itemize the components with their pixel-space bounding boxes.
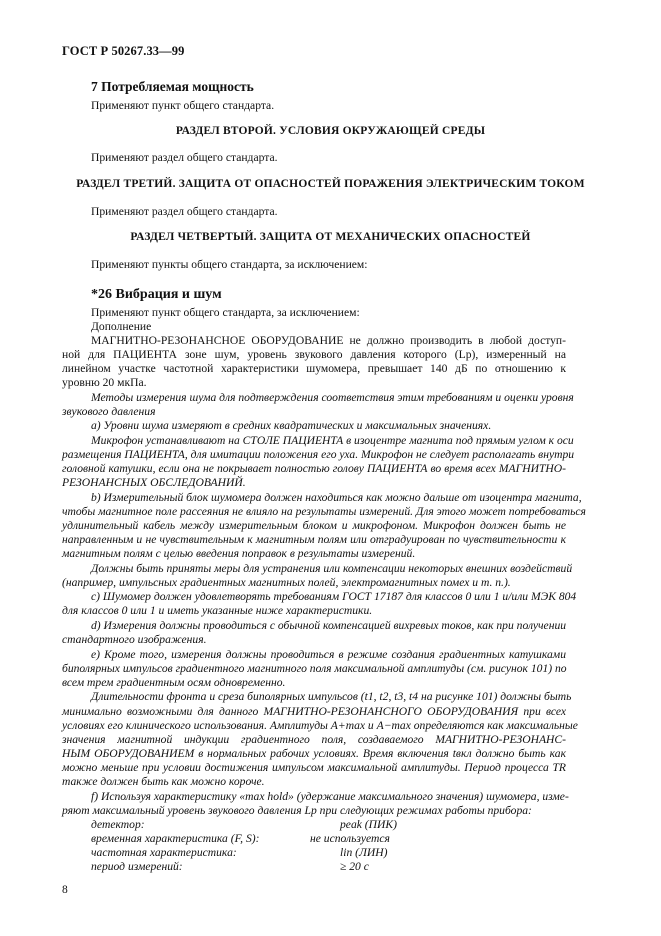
body-line: линейном участке частотной характеристики шумомера, превышает 140 дБ по отношению к xyxy=(62,362,566,375)
italic-line: (например, импульсных градиентных магнитных полей, электромагнитных помех и т. п.). xyxy=(62,576,511,589)
italic-line: значения магнитной индукции градиентного поля, создаваемого МАГНИТНО-РЕЗОНАНС- xyxy=(62,733,566,746)
italic-line: можно меньше при условии достижения импульсом максимальной амплитуды. Период процесса TR xyxy=(62,761,566,774)
italic-line: Должны быть приняты меры для устранения или компенсации некоторых внешних воздействий xyxy=(91,562,573,575)
body-line: Дополнение xyxy=(91,320,152,333)
body-line: уровню 20 мкПа. xyxy=(62,376,147,389)
italic-line: чтобы магнитное поле рассеяния не влияло на результаты измерений. Для этого может потребоваться xyxy=(62,505,586,518)
italic-line: размещения ПАЦИЕНТА, для имитации положения его уха. Микрофон не следует располагать внутри xyxy=(62,448,575,461)
italic-line: всем трем градиентным осям одновременно. xyxy=(62,676,286,689)
italic-line: для классов 0 или 1 и иметь указанные ниже характеристики. xyxy=(62,604,373,617)
italic-line: a) Уровни шума измеряют в средних квадратических и максимальных значениях. xyxy=(91,419,492,432)
mode-label: временная характеристика (F, S): xyxy=(91,832,260,845)
italic-line: минимально возможными для данного МАГНИТНО-РЕЗОНАНСНОГО ОБОРУДОВАНИЯ при всех xyxy=(62,705,566,718)
mode-value: не используется xyxy=(310,832,390,845)
mode-value: ≥ 20 с xyxy=(340,860,369,873)
italic-line: магнитным полям с целью введения поправок в результаты измерений. xyxy=(62,547,416,560)
italic-line: условиях его клинического использования. Амплитуды A+max и A−max определяются как максимальные xyxy=(62,719,578,732)
italic-line: Микрофон устанавливают на СТОЛЕ ПАЦИЕНТА в изоцентре магнита под прямым углом к оси xyxy=(91,434,574,447)
italic-line: f) Используя характеристику «max hold» (удержание максимального значения) шумомера, изме- xyxy=(91,790,569,803)
italic-line: Методы измерения шума для подтверждения соответствия этим требованиям и оценки уровня xyxy=(91,391,574,404)
part-4-title: РАЗДЕЛ ЧЕТВЕРТЫЙ. ЗАЩИТА ОТ МЕХАНИЧЕСКИХ ОПАСНОСТЕЙ xyxy=(130,231,531,243)
part-2-text: Применяют раздел общего стандарта. xyxy=(91,151,278,164)
italic-line: e) Кроме того, измерения должны проводиться в режиме создания градиентных катушками xyxy=(91,648,566,661)
section-26-title: *26 Вибрация и шум xyxy=(91,287,222,302)
body-line: ной для ПАЦИЕНТА зоне шум, уровень звукового давления которого (Lp), измеренный на xyxy=(62,348,566,361)
mode-value: lin (ЛИН) xyxy=(340,846,388,859)
italic-line: c) Шумомер должен удовлетворять требованиям ГОСТ 17187 для классов 0 или 1 и/или МЭК 804 xyxy=(91,590,577,603)
section-7-text: Применяют пункт общего стандарта. xyxy=(91,99,275,112)
italic-line: биполярных импульсов градиентного магнитного поля максимальной амплитуды (см. рисунок 101) по xyxy=(62,662,567,675)
part-3-title: РАЗДЕЛ ТРЕТИЙ. ЗАЩИТА ОТ ОПАСНОСТЕЙ ПОРАЖЕНИЯ ЭЛЕКТРИЧЕСКИМ ТОКОМ xyxy=(76,178,585,190)
italic-line: РЕЗОНАНСНЫХ ОБСЛЕДОВАНИЙ. xyxy=(62,476,246,489)
mode-label: детектор: xyxy=(91,818,145,831)
body-line: Применяют пункт общего стандарта, за исключением: xyxy=(91,306,360,319)
part-4-text: Применяют пункты общего стандарта, за исключением: xyxy=(91,258,368,271)
mode-label: период измерений: xyxy=(91,860,183,873)
italic-line: стандартного изображения. xyxy=(62,633,207,646)
body-line: МАГНИТНО-РЕЗОНАНСНОЕ ОБОРУДОВАНИЕ не должно производить в любой доступ- xyxy=(91,334,566,347)
page-number: 8 xyxy=(62,884,68,896)
italic-line: также должен быть как можно короче. xyxy=(62,775,265,788)
document-header: ГОСТ Р 50267.33—99 xyxy=(62,44,185,58)
part-2-title: РАЗДЕЛ ВТОРОЙ. УСЛОВИЯ ОКРУЖАЮЩЕЙ СРЕДЫ xyxy=(175,125,486,137)
section-7-title: 7 Потребляемая мощность xyxy=(91,79,254,94)
italic-line: ряют максимальный уровень звукового давления Lp при следующих режимах работы прибора: xyxy=(62,804,532,817)
italic-line: направленным и не чувствительным к магнитным полям или отградуирован по чувствительности к xyxy=(62,533,566,546)
italic-line: Длительности фронта и среза биполярных импульсов (t1, t2, t3, t4 на рисунке 101) должны быть xyxy=(91,690,572,703)
part-3-text: Применяют раздел общего стандарта. xyxy=(91,205,278,218)
italic-line: НЫМ ОБОРУДОВАНИЕМ в нормальных рабочих условиях. Время включения tвкл должно быть как xyxy=(62,747,566,760)
mode-value: peak (ПИК) xyxy=(340,818,397,831)
mode-label: частотная характеристика: xyxy=(91,846,237,859)
italic-line: b) Измерительный блок шумомера должен находиться как можно дальше от изоцентра магнита, xyxy=(91,491,582,504)
italic-line: звукового давления xyxy=(62,405,156,418)
italic-line: головной катушки, если она не покрывает полностью голову ПАЦИЕНТА во время всех МАГНИТНО- xyxy=(62,462,566,475)
italic-line: удлинительный кабель между измерительным блоком и микрофоном. Микрофон должен быть не xyxy=(62,519,566,532)
italic-line: d) Измерения должны проводиться с обычной компенсацией вихревых токов, как при получении xyxy=(91,619,567,632)
